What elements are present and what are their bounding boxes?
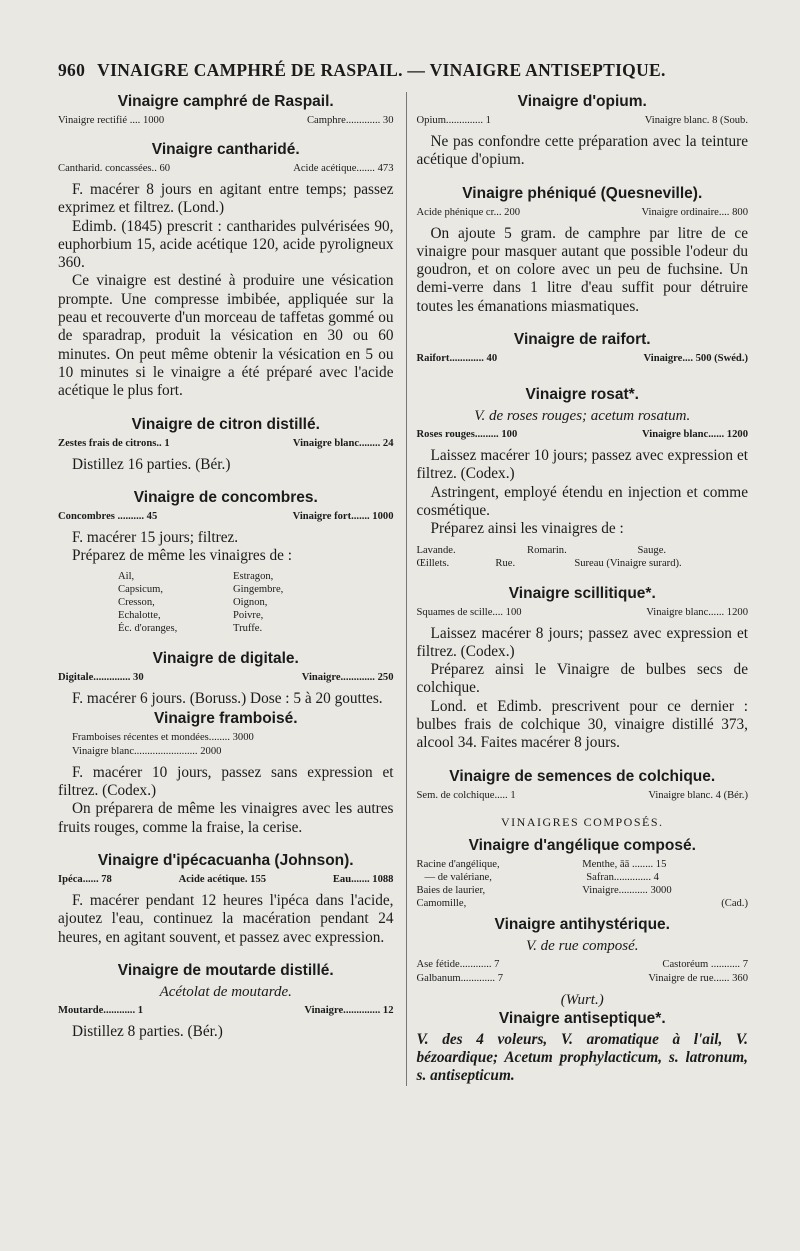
list-item: Racine d'angélique, Menthe, āā ........ 15 — [416, 858, 667, 870]
formula-item: Opium.............. 1 — [416, 115, 491, 126]
formula-block — [58, 731, 394, 759]
paragraph: Préparez de même les vinaigres de : — [72, 547, 293, 565]
section-title: Vinaigre de semences de colchique. — [449, 767, 716, 785]
formula-item: Acide acétique....... 473 — [293, 163, 394, 174]
formula-row — [72, 745, 380, 759]
formula-row — [58, 114, 394, 128]
paragraph: Astringent, employé étendu en injection et comme cosmétique. — [416, 483, 748, 519]
formula-item: Eau....... 1088 — [332, 873, 394, 885]
section-title: Vinaigre cantharidé. — [151, 141, 300, 158]
page-header — [58, 60, 748, 81]
formula-item: Vinaigre fort....... 1000 — [292, 510, 394, 522]
section-title: Vinaigre d'angélique composé. — [468, 836, 696, 854]
formula-item: Acide phénique cr... 200 — [416, 206, 521, 218]
paragraph: On préparera de même les vinaigres avec les autres fruits rouges, comme la fraise, la cerise. — [58, 800, 394, 836]
formula-row — [72, 731, 380, 745]
section-subtitle: V. de rue composé. — [525, 937, 639, 954]
formula-item: Vinaigre blanc........................ 2000 — [72, 745, 222, 757]
formula-item: Vinaigre blanc........ 24 — [292, 437, 394, 449]
formula-item: Vinaigre............. 250 — [301, 672, 394, 684]
paragraph: Préparez ainsi le Vinaigre de bulbes secs de colchique. — [416, 661, 748, 697]
formula-row — [58, 873, 394, 887]
formula-row — [417, 352, 749, 366]
paragraph: F. macérer 10 jours, passez sans expression et filtrez. (Codex.) — [58, 763, 394, 800]
left-column — [58, 92, 407, 1086]
section-title: Vinaigre de concombres. — [133, 488, 318, 506]
formula-item: Zestes frais de citrons.. 1 — [58, 437, 170, 449]
paragraph: F. macérer 8 jours en agitant entre temps; passez exprimez et filtrez. (Lond.) — [58, 181, 394, 217]
formula-item: Vinaigre.... 500 (Swéd.) — [643, 353, 748, 365]
running-title: VINAIGRE CAMPHRÉ DE RASPAIL. — VINAIGRE ANTISEPTIQUE. — [97, 60, 666, 80]
section-title: Vinaigre de raifort. — [513, 331, 651, 349]
formula-row — [417, 206, 749, 220]
list-item: Ail, Estragon, — [118, 571, 274, 583]
formula-row — [417, 428, 749, 442]
section-title: Vinaigre scillitique*. — [508, 584, 656, 602]
section-title: Vinaigre de moutarde distillé. — [117, 961, 334, 979]
formula-item: Moutarde............ 1 — [58, 1004, 144, 1016]
section-title: Vinaigre phéniqué (Quesneville). — [462, 184, 703, 202]
formula-item: Galbanum............. 7 — [416, 972, 504, 984]
formula-row — [58, 671, 394, 685]
paragraph: Ne pas confondre cette préparation avec la teinture acétique d'opium. — [416, 133, 748, 169]
section-title: Vinaigre antiseptique*. — [498, 1009, 666, 1027]
list-item: Camomille, (Cad.) — [416, 897, 748, 909]
formula-item: Vinaigre rectifié .... 1000 — [58, 115, 165, 126]
paragraph: Distillez 8 parties. (Bér.) — [72, 1022, 223, 1040]
formula-item: Sem. de colchique..... 1 — [416, 789, 516, 801]
paragraph: Distillez 16 parties. (Bér.) — [72, 455, 231, 473]
paragraph: F. macérer 6 jours. (Boruss.) Dose : 5 à 20 gouttes. — [72, 690, 383, 708]
formula-row — [417, 606, 749, 620]
formula-item: Roses rouges......... 100 — [416, 429, 518, 441]
list-item: Éc. d'oranges, Truffe. — [118, 623, 263, 635]
paragraph: Ce vinaigre est destiné à produire une vésication prompte. Une compresse imbibée, appliquée sur la peau et recouverte d'un morceau de taffetas gommé ou de sparadrap, produit la vésication en 30 ou 60 minutes. On peut même obtenir la vésication en 5 ou 10 minutes si le vinaigre a été préparé avec l'acide acétique le plus fort. — [58, 272, 394, 400]
formula-item: Framboises récentes et mondées........ 3000 — [72, 731, 254, 743]
formula-item: Digitale.............. 30 — [58, 672, 144, 684]
section-subtitle: Acétolat de moutarde. — [159, 983, 292, 1000]
paragraph: V. des 4 voleurs, V. aromatique à l'ail, V. bézoardique; Acetum prophylacticum, s. latronum, s. antisepticum. — [416, 1030, 748, 1085]
right-column — [407, 92, 749, 1086]
list-item: Œillets. Rue. Sureau (Vinaigre surard). — [416, 557, 682, 569]
formula-item: Vinaigre blanc. 8 (Soub. — [644, 115, 748, 126]
formula-row — [417, 789, 749, 803]
formula-row — [58, 1004, 394, 1018]
two-column-body — [58, 92, 748, 1086]
section-title: Vinaigre de citron distillé. — [131, 415, 320, 433]
list-item: Capsicum, Gingembre, — [118, 584, 284, 596]
section-title: Vinaigre camphré de Raspail. — [117, 93, 334, 110]
section-title: Vinaigre rosat*. — [525, 386, 639, 404]
subheading-caps: VINAIGRES COMPOSÉS. — [500, 814, 664, 829]
list-item: — de valériane, Safran.............. 4 — [424, 871, 659, 883]
list-item: Cresson, Oignon, — [118, 597, 268, 609]
ingredient-list — [417, 544, 749, 570]
section-title: Vinaigre de digitale. — [152, 650, 299, 668]
paragraph: Edimb. (1845) prescrit : cantharides pulvérisées 90, euphorbium 15, acide acétique 120, acide pyroligneux 360. — [58, 217, 394, 272]
paragraph: Laissez macérer 8 jours; passez avec expression et filtrez. (Codex.) — [416, 624, 748, 660]
formula-item: Ase fétide............ 7 — [416, 958, 500, 970]
list-item: Echalotte, Poivre, — [118, 610, 264, 622]
section-title: Vinaigre antihystérique. — [494, 915, 670, 933]
formula-row — [417, 958, 749, 972]
list-item: Baies de laurier, Vinaigre........... 3000 — [416, 884, 672, 896]
formula-item: Vinaigre ordinaire.... 800 — [641, 206, 748, 218]
formula-row — [58, 162, 394, 176]
section-title: Vinaigre d'ipécacuanha (Johnson). — [97, 851, 354, 869]
paragraph: Lond. et Edimb. prescrivent pour ce dernier : bulbes frais de colchique 30, vinaigre distillé 373, alcool 34. Faites macérer 8 jours. — [416, 697, 748, 752]
formula-item: Concombres .......... 45 — [58, 510, 158, 522]
section-subtitle: V. de roses rouges; acetum rosatum. — [474, 408, 691, 425]
paragraph: F. macérer 15 jours; filtrez. — [72, 528, 239, 546]
formula-item: Camphre............. 30 — [306, 115, 394, 126]
source-note: (Wurt.) — [560, 991, 604, 1008]
formula-item: Vinaigre blanc...... 1200 — [646, 606, 748, 618]
formula-row — [417, 114, 749, 128]
formula-item: Ipéca...... 78 — [58, 873, 112, 885]
paragraph: Laissez macérer 10 jours; passez avec expression et filtrez. (Codex.) — [416, 447, 748, 483]
section-title: Vinaigre framboisé. — [153, 709, 298, 727]
formula-item: Cantharid. concassées.. 60 — [58, 163, 171, 174]
formula-row — [58, 510, 394, 524]
formula-item: Vinaigre blanc...... 1200 — [642, 429, 748, 441]
paragraph: F. macérer pendant 12 heures l'ipéca dans l'acide, ajoutez l'eau, continuez la macération pendant 24 heures, en agitant souvent, et passez avec expression. — [58, 891, 394, 946]
formula-row — [58, 437, 394, 451]
page-number: 960 — [58, 60, 86, 80]
formula-item: Raifort............. 40 — [416, 353, 498, 365]
ingredient-list — [417, 858, 749, 910]
ingredient-list — [118, 570, 348, 635]
formula-item: Squames de scille.... 100 — [416, 606, 522, 618]
formula-item: Vinaigre de rue...... 360 — [648, 972, 748, 984]
formula-item: Acide acétique. 155 — [178, 873, 267, 885]
list-item: Lavande. Romarin. Sauge. — [416, 544, 667, 556]
section-title: Vinaigre d'opium. — [517, 93, 647, 110]
formula-item: Vinaigre blanc. 4 (Bér.) — [648, 789, 748, 801]
formula-row — [417, 972, 749, 986]
formula-item: Castoréum ........... 7 — [662, 958, 748, 970]
formula-item: Vinaigre.............. 12 — [304, 1004, 394, 1016]
paragraph: Préparez ainsi les vinaigres de : — [430, 520, 624, 538]
paragraph: On ajoute 5 gram. de camphre par litre de ce vinaigre pour masquer autant que possible l'odeur du goudron, et on colore avec un peu de fuchsine. Un demi-verre dans 1 litre d'eau suffit pour détruire toutes les émanations miasmatiques. — [416, 224, 748, 315]
